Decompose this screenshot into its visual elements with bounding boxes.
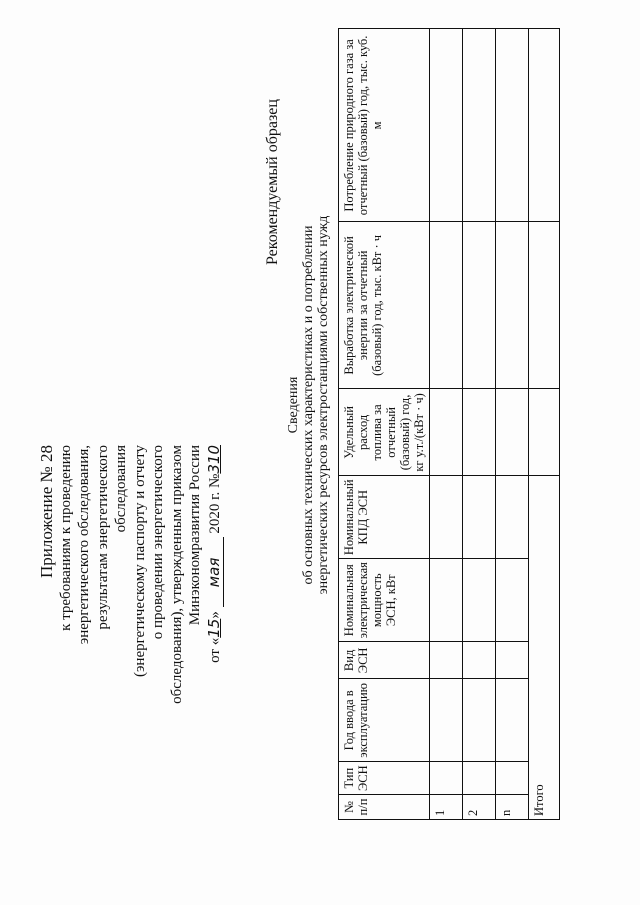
appendix-block bbox=[38, 445, 224, 865]
table-row bbox=[430, 29, 463, 820]
title-line: Сведения bbox=[286, 376, 301, 434]
table-row bbox=[463, 29, 496, 820]
header-cell: Удельный расход топлива за отчетный (базовый) год, кг у.т./(кВт · ч) bbox=[339, 389, 430, 476]
header-cell: Номинальная электрическая мощность ЭСН, кВт bbox=[339, 559, 430, 642]
header-cell: Потребление природного газа за отчетный (базовый) год, тыс. куб. м bbox=[339, 29, 430, 222]
header-cell: Год ввода в эксплуатацию bbox=[339, 679, 430, 762]
header-cell: Номинальный КПД ЭСН bbox=[339, 476, 430, 559]
appendix-line: (энергетическому паспорту и отчету bbox=[131, 445, 148, 678]
header-cell: Тип ЭСН bbox=[339, 762, 430, 795]
table-row bbox=[496, 29, 529, 820]
date-mid: » bbox=[206, 611, 223, 619]
table-header-row bbox=[339, 29, 430, 820]
order-year: 2020 г. № bbox=[206, 473, 223, 534]
order-date-line bbox=[205, 445, 225, 865]
row-number: 2 bbox=[463, 795, 496, 820]
appendix-line: о проведении энергетического bbox=[150, 445, 166, 640]
appendix-line: Минэкономразвития России bbox=[187, 445, 203, 626]
row-number: 1 bbox=[430, 795, 463, 820]
appendix-line: результатам энергетического bbox=[94, 445, 111, 630]
appendix-line: к требованиям к проведению bbox=[57, 445, 74, 631]
appendix-title: Приложение № 28 bbox=[37, 445, 56, 578]
header-cell: № п/п bbox=[339, 795, 430, 820]
title-line: энергетических ресурсов электростанциями собственных нужд bbox=[316, 215, 331, 595]
recommended-sample: Рекомендуемый образец bbox=[264, 99, 281, 265]
handwritten-number: 310 bbox=[204, 445, 223, 474]
handwritten-month: мая bbox=[205, 537, 225, 607]
header-cell: Выработка электрической энергии за отчетный (базовый) год, тыс. кВт · ч bbox=[339, 222, 430, 389]
date-prefix: от « bbox=[206, 637, 223, 663]
appendix-line: обследования), утвержденным приказом bbox=[168, 445, 185, 704]
total-label: Итого bbox=[529, 476, 560, 820]
characteristics-table bbox=[338, 28, 560, 820]
appendix-line: обследования bbox=[113, 445, 129, 533]
total-row bbox=[529, 29, 560, 820]
row-number: n bbox=[496, 795, 529, 820]
header-cell: Вид ЭСН bbox=[339, 642, 430, 679]
title-line: об основных технических характеристиках и о потреблении bbox=[301, 225, 316, 585]
document-title bbox=[286, 165, 331, 645]
handwritten-day: 15 bbox=[204, 618, 223, 638]
appendix-line: энергетического обследования, bbox=[76, 445, 92, 645]
